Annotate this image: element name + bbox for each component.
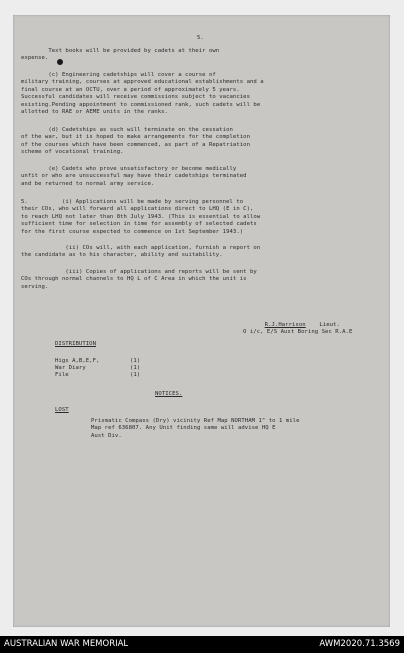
distribution-item: File — [55, 372, 69, 378]
text-line: to reach LHQ not later than 8th July 1943. (This is essential to allow — [21, 213, 261, 220]
text-line: existing.Pending appointment to commissioned rank, such cadets will be — [21, 101, 261, 108]
text-line: allotted to RAE or AEME units in the ranks. — [21, 109, 168, 115]
signature-rank: Lieut. — [319, 322, 340, 329]
text-line: unfit or who are unsuccessful may have their cadetships terminated — [21, 173, 247, 180]
distribution-count: (1) — [130, 365, 141, 371]
page-number: 5. — [197, 35, 204, 41]
text-line: military training, courses at approved educational establishments and a — [21, 79, 264, 86]
text-line: the candidate as to his character, ability and suitability. — [21, 252, 223, 259]
text-line: of the courses which have been commenced, as part of a Repatriation — [21, 141, 250, 148]
text-line: (e) Cadets who prove unsatisfactory or become medically — [21, 166, 237, 172]
text-line: expense. — [21, 55, 49, 62]
text-line: their COs, who will forward all applications direct to LHQ (E in C), — [21, 206, 254, 213]
signature-name-text: R.J.Harrison — [264, 322, 306, 329]
text-line: and be returned to normal army service. — [21, 180, 155, 187]
text-line: serving. — [21, 283, 49, 290]
text-line: Aust Div. — [91, 432, 122, 439]
footer-bar — [0, 636, 404, 653]
distribution-count: (1) — [130, 358, 141, 364]
distribution-count: (1) — [130, 372, 141, 378]
text-line: Successful candidates will receive commissions subject to vacancies — [21, 94, 250, 101]
punch-hole — [57, 59, 63, 65]
text-line: final course at an OCTU, over a period of approximately 5 years. — [21, 86, 240, 93]
text-line: sufficient time for selection in time for assembly of selected cadets — [21, 221, 257, 228]
text-line: Text books will be provided by cadets at their own — [21, 48, 220, 54]
text-line: (ii) COs will, with each application, furnish a report on — [21, 245, 261, 251]
text-line: Prismatic Compass (Dry) vicinity Ref Map NORTHAM 1" to 1 mile — [91, 418, 300, 424]
text-line: COs through normal channels to HQ L of C Area in which the unit is — [21, 276, 247, 283]
text-line: scheme of vocational training. — [21, 149, 124, 156]
footer-catalogue-id: AWM2020.71.3569 — [319, 639, 400, 649]
distribution-item: Higs A,B,E,F, — [55, 358, 100, 364]
signature-appointment: O i/c, E/S Aust Boring Sec R.A.E — [243, 329, 353, 335]
text-line: of the war, but it is hoped to make arrangements for the completion — [21, 134, 250, 141]
notices-heading: NOTICES. — [155, 391, 183, 397]
lost-label: LOST — [55, 407, 69, 413]
text-line: (d) Cadetships as such will terminate on the cessation — [21, 127, 233, 133]
distribution-heading: DISTRIBUTION — [55, 341, 97, 347]
text-line: for the first course expected to commence on 1st September 1943.) — [21, 228, 244, 235]
text-line: (iii) Copies of applications and reports will be sent by — [21, 269, 257, 275]
document-page — [13, 15, 390, 627]
text-line: (c) Engineering cadetships will cover a course of — [21, 72, 216, 78]
distribution-item: War Diary — [55, 365, 86, 371]
footer-institution: AUSTRALIAN WAR MEMORIAL — [4, 639, 129, 649]
text-line: Map ref 636807. Any Unit finding same will advise HQ E — [91, 425, 276, 432]
text-line: 5. (i) Applications will be made by serving personnel to — [21, 199, 244, 205]
